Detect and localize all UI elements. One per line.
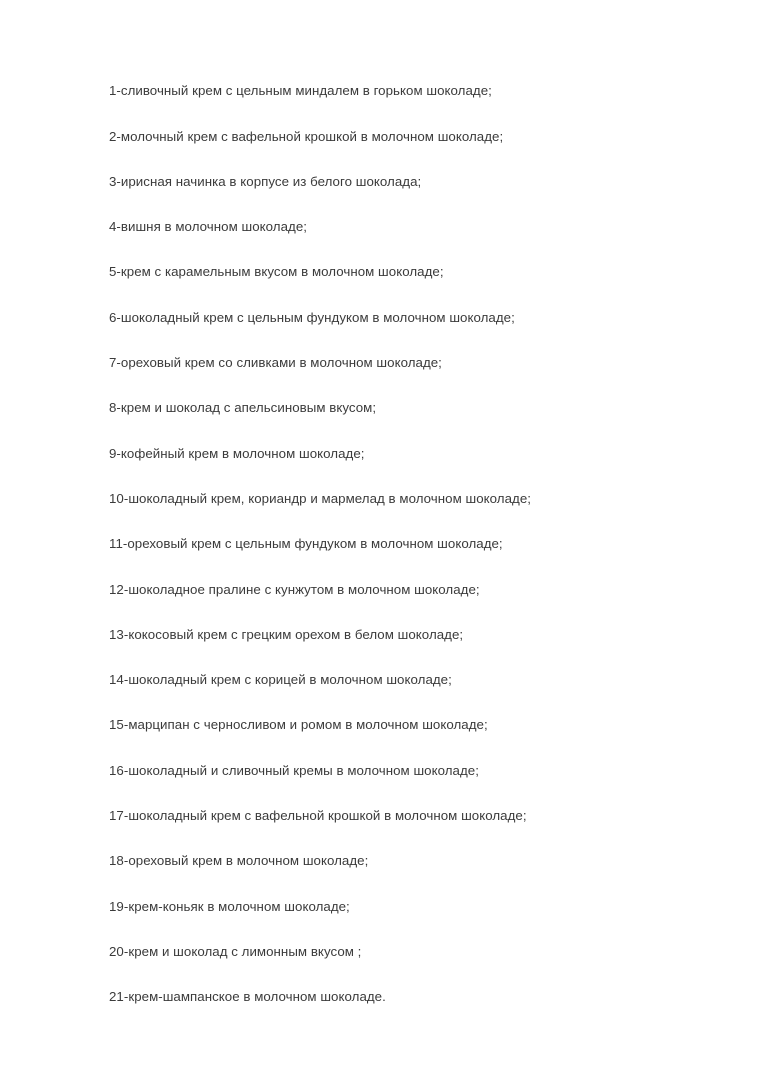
document-line: 15-марципан с черносливом и ромом в молочном шоколаде;: [109, 717, 488, 733]
document-line: 5-крем с карамельным вкусом в молочном шоколаде;: [109, 264, 444, 280]
document-line: 18-ореховый крем в молочном шоколаде;: [109, 853, 369, 869]
document-line: 3-ирисная начинка в корпусе из белого шоколада;: [109, 173, 422, 189]
document-line: 10-шоколадный крем, кориандр и мармелад в молочном шоколаде;: [109, 490, 531, 506]
document-line: 13-кокосовый крем с грецким орехом в белом шоколаде;: [109, 626, 464, 642]
document-line: 16-шоколадный и сливочный кремы в молочном шоколаде;: [109, 762, 479, 778]
document-line: 6-шоколадный крем с цельным фундуком в молочном шоколаде;: [109, 309, 515, 325]
document-line: 19-крем-коньяк в молочном шоколаде;: [109, 898, 350, 914]
document-line: 21-крем-шампанское в молочном шоколаде.: [109, 989, 386, 1005]
document-line: 9-кофейный крем в молочном шоколаде;: [109, 445, 365, 461]
document-line: 4-вишня в молочном шоколаде;: [109, 219, 307, 235]
document-line: 12-шоколадное пралине с кунжутом в молочном шоколаде;: [109, 581, 480, 597]
document-line: 2-молочный крем с вафельной крошкой в молочном шоколаде;: [109, 128, 504, 144]
document-line: 1-сливочный крем с цельным миндалем в горьком шоколаде;: [109, 83, 492, 99]
document-line: 7-ореховый крем со сливками в молочном шоколаде;: [109, 355, 442, 371]
document-line: 14-шоколадный крем с корицей в молочном шоколаде;: [109, 672, 452, 688]
document-line: 20-крем и шоколад с лимонным вкусом ;: [109, 943, 362, 959]
document-text-body: [109, 62, 669, 1027]
document-line: 8-крем и шоколад с апельсиновым вкусом;: [109, 400, 377, 416]
document-line: 17-шоколадный крем с вафельной крошкой в молочном шоколаде;: [109, 808, 527, 824]
document-line: 11-ореховый крем с цельным фундуком в молочном шоколаде;: [109, 536, 503, 552]
